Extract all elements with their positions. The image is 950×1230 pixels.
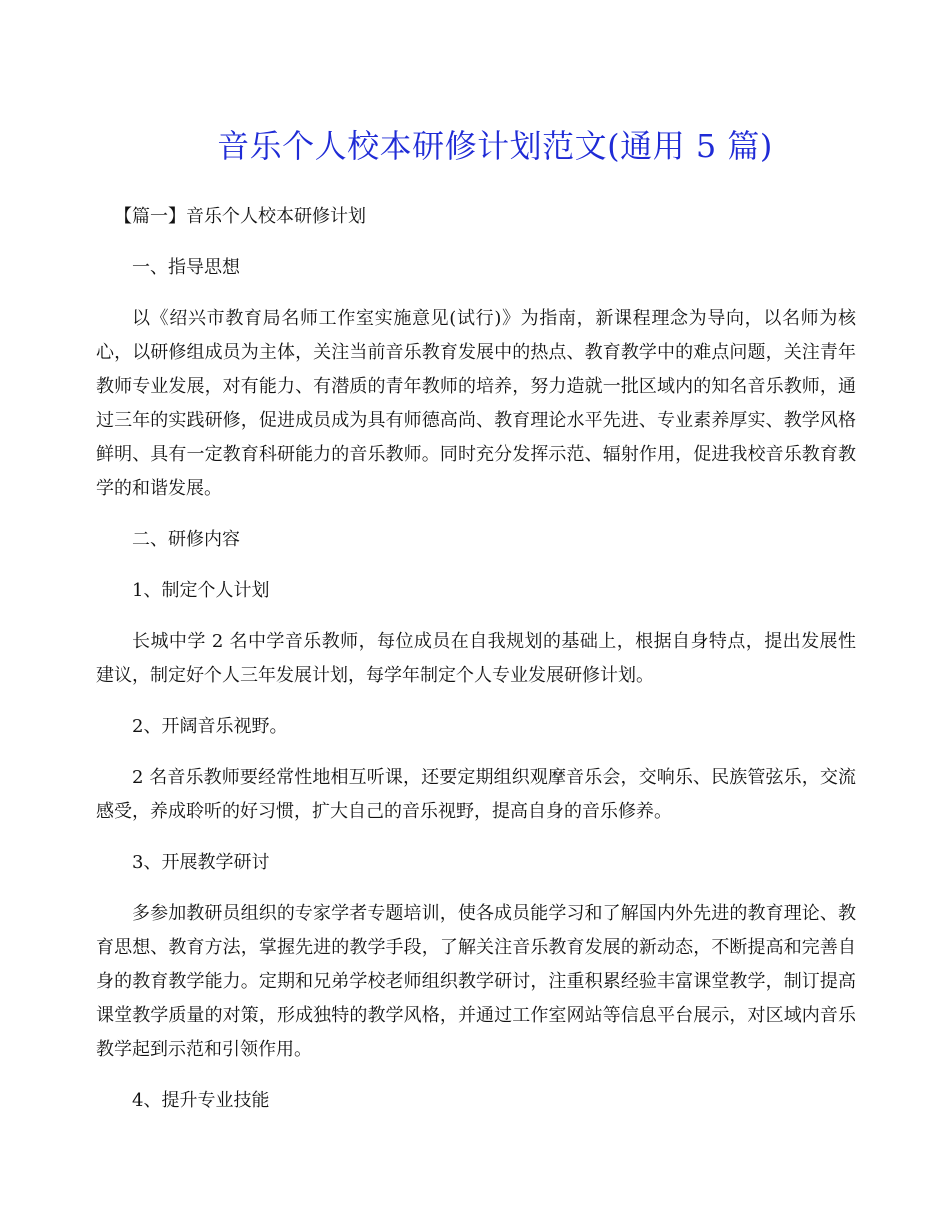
paragraph-personal-plan: 长城中学 2 名中学音乐教师，每位成员在自我规划的基础上，根据自身特点，提出发展性建议，制定好个人三年发展计划，每学年制定个人专业发展研修计划。: [96, 631, 856, 686]
document-body: [96, 200, 856, 1135]
subheading-teaching-research: 3、开展教学研讨: [132, 852, 270, 873]
subheading-professional-skills: 4、提升专业技能: [132, 1090, 270, 1111]
section-heading-part-one: 【篇一】音乐个人校本研修计划: [114, 206, 366, 227]
section-heading-guiding-idea: 一、指导思想: [132, 257, 240, 278]
section-heading-training-content: 二、研修内容: [132, 529, 240, 550]
paragraph-music-vision: 2 名音乐教师要经常性地相互听课，还要定期组织观摩音乐会，交响乐、民族管弦乐，交流感受，养成聆听的好习惯，扩大自己的音乐视野，提高自身的音乐修养。: [96, 767, 856, 822]
subheading-music-vision: 2、开阔音乐视野。: [132, 716, 288, 737]
subheading-personal-plan: 1、制定个人计划: [132, 580, 270, 601]
paragraph-teaching-research: 多参加教研员组织的专家学者专题培训，使各成员能学习和了解国内外先进的教育理论、教育思想、教育方法，掌握先进的教学手段，了解关注音乐教育发展的新动态，不断提高和完善自身的教育教学能力。定期和兄弟学校老师组织教学研讨，注重积累经验丰富课堂教学，制订提高课堂教学质量的对策，形成独特的教学风格，并通过工作室网站等信息平台展示，对区域内音乐教学起到示范和引领作用。: [96, 903, 856, 1060]
document-title: 音乐个人校本研修计划范文(通用 5 篇): [217, 127, 773, 165]
paragraph-guiding-idea: 以《绍兴市教育局名师工作室实施意见(试行)》为指南，新课程理念为导向，以名师为核心，以研修组成员为主体，关注当前音乐教育发展中的热点、教育教学中的难点问题，关注青年教师专业发展，对有能力、有潜质的青年教师的培养，努力造就一批区域内的知名音乐教师，通过三年的实践研修，促进成员成为具有师德高尚、教育理论水平先进、专业素养厚实、教学风格鲜明、具有一定教育科研能力的音乐教师。同时充分发挥示范、辐射作用，促进我校音乐教育教学的和谐发展。: [96, 308, 856, 499]
